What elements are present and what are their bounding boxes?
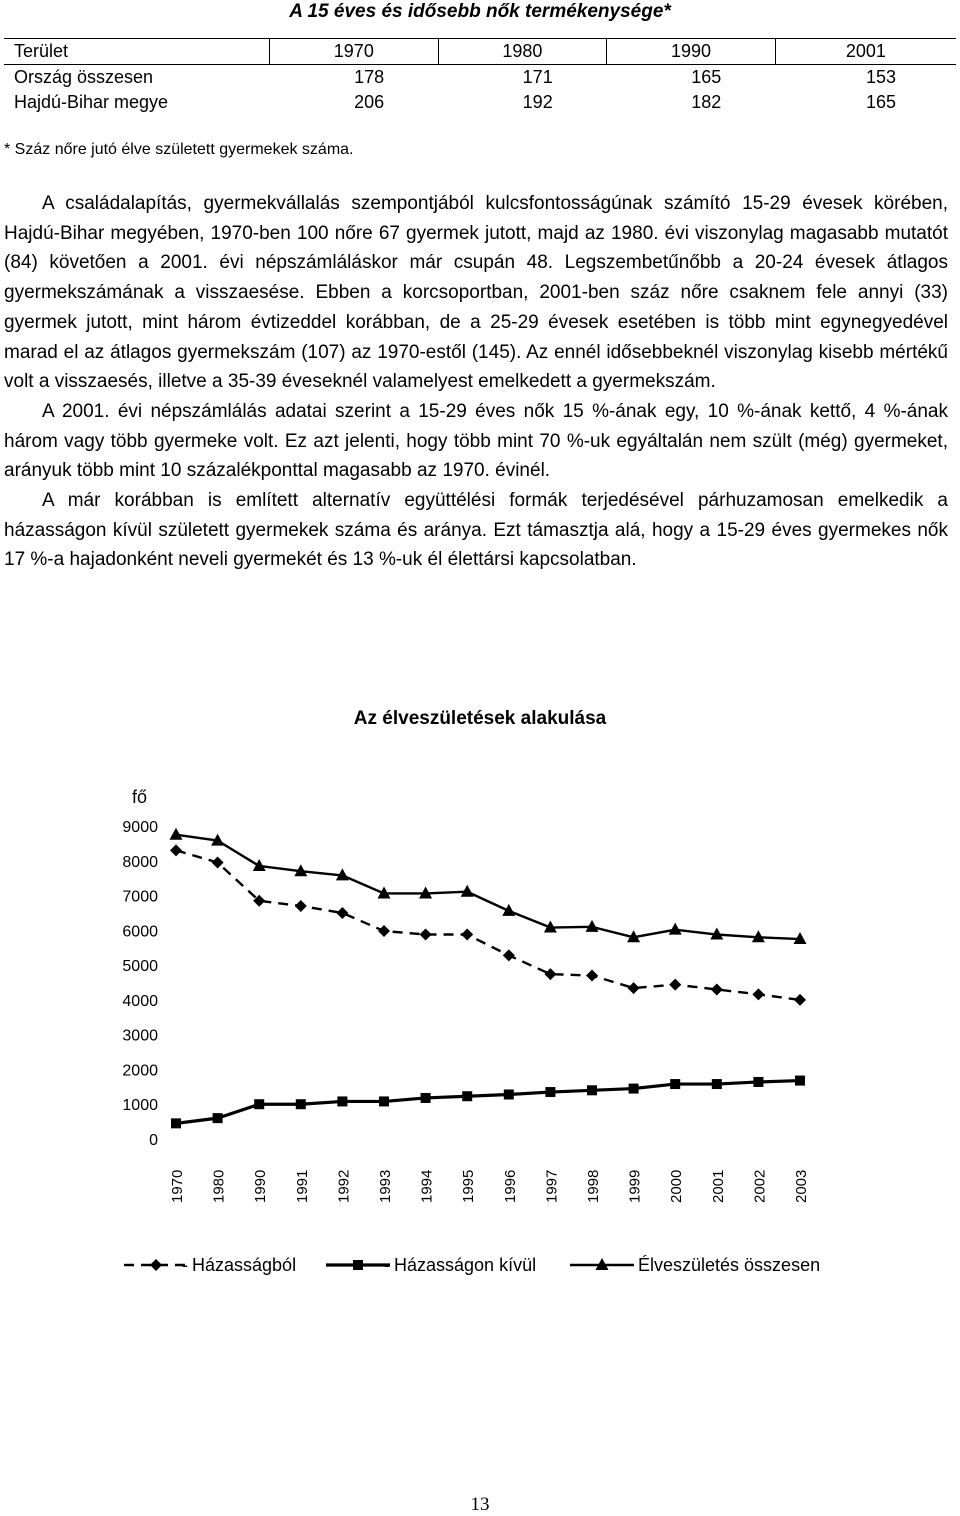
legend-label-1: Házasságból bbox=[192, 1255, 297, 1275]
data-point-2 bbox=[337, 1096, 347, 1106]
data-point-3 bbox=[170, 828, 183, 840]
data-point-1 bbox=[711, 983, 723, 995]
data-point-2 bbox=[462, 1091, 472, 1101]
data-point-2 bbox=[213, 1113, 223, 1123]
y-tick-label: 5000 bbox=[122, 958, 158, 976]
legend-label-3: Élveszületés összesen bbox=[638, 1255, 821, 1275]
y-tick-label: 8000 bbox=[122, 853, 158, 871]
paragraph: A 2001. évi népszámlálás adatai szerint a 15-29 éves nők 15 %-ának egy, 10 %-ának kettő, 4 %-ának három vagy több gyermeke volt. Ez azt jelenti, hogy több mint 70 %-uk egyáltalán nem szült (még) gyermeket, arányuk több mint 10 százalékponttal magasabb az 1970. évinél. bbox=[4, 400, 948, 482]
data-point-2 bbox=[296, 1099, 306, 1109]
y-tick-label: 1000 bbox=[122, 1097, 158, 1115]
data-point-1 bbox=[336, 907, 348, 919]
table-cell: 171 bbox=[522, 67, 553, 87]
table-cell: 182 bbox=[691, 92, 722, 112]
paragraph: A családalapítás, gyermekvállalás szempontjából kulcsfontosságúnak számító 15-29 évesek körében, Hajdú-Bihar megyében, 1970-ben 100 nőre 67 gyermek jutott, majd az 1980. évi viszonylag magasabb mutatót (84) követően a 2001. évi népszámláláskor már csupán 48. Legszembetűnőbb a 20-24 évesek átlagos gyermekszámának a visszaesése. Ebben a korcsoportban, 2001-ben száz nőre csaknem fele annyi (33) gyermek jutott, mint három évtizeddel korábban, de a 25-29 évesek esetében is több mint egynegyedével marad el az átlagos gyermekszám (107) az 1970-estől (145). Az ennél idősebbeknél viszonylag kisebb mértékű volt a visszaesés, illetve a 35-39 éveseknél valamelyest emelkedett a gyermekszám. bbox=[4, 193, 948, 393]
x-tick-label: 1980 bbox=[210, 1169, 228, 1203]
y-tick-label: 0 bbox=[149, 1132, 158, 1149]
y-tick-label: 6000 bbox=[122, 923, 158, 941]
x-tick-label: 1970 bbox=[169, 1169, 186, 1203]
data-point-2 bbox=[712, 1079, 722, 1089]
births-line-chart bbox=[0, 770, 960, 1310]
data-point-1 bbox=[420, 929, 432, 941]
table-footnote: * Száz nőre jutó élve született gyermekek száma. bbox=[4, 141, 354, 158]
table-row bbox=[4, 65, 956, 91]
data-point-1 bbox=[586, 970, 598, 982]
x-tick-label: 2001 bbox=[709, 1169, 727, 1203]
data-point-2 bbox=[795, 1076, 805, 1086]
data-point-2 bbox=[421, 1093, 431, 1103]
data-point-2 bbox=[753, 1077, 763, 1087]
data-point-1 bbox=[378, 925, 390, 937]
x-tick-label: 2003 bbox=[793, 1169, 810, 1203]
series-line-1 bbox=[176, 850, 800, 1000]
y-tick-label: 4000 bbox=[122, 992, 158, 1010]
data-point-2 bbox=[504, 1089, 514, 1099]
series-line-2 bbox=[176, 1081, 800, 1124]
data-point-2 bbox=[254, 1099, 264, 1109]
data-point-2 bbox=[545, 1087, 555, 1097]
x-tick-label: 1998 bbox=[585, 1169, 602, 1203]
legend-marker-2 bbox=[353, 1260, 363, 1270]
x-tick-label: 1992 bbox=[335, 1169, 353, 1203]
x-tick-label: 1999 bbox=[626, 1169, 644, 1203]
table-cell-area: Hajdú-Bihar megye bbox=[14, 92, 169, 112]
page-number: 13 bbox=[470, 1494, 490, 1515]
table-cell: 192 bbox=[522, 92, 553, 112]
body-text bbox=[4, 189, 948, 575]
data-point-1 bbox=[794, 994, 806, 1006]
data-point-2 bbox=[171, 1118, 181, 1128]
data-point-1 bbox=[461, 929, 473, 941]
data-point-1 bbox=[544, 968, 556, 980]
table-cell: 153 bbox=[865, 67, 896, 87]
x-tick-label: 1995 bbox=[460, 1169, 478, 1203]
column-header-1990: 1990 bbox=[607, 39, 776, 65]
y-axis-label: fő bbox=[132, 787, 148, 807]
column-header-1980: 1980 bbox=[438, 39, 607, 65]
table-cell: 178 bbox=[354, 67, 385, 87]
y-tick-label: 9000 bbox=[122, 819, 158, 836]
data-point-1 bbox=[752, 988, 764, 1000]
data-point-1 bbox=[170, 844, 182, 856]
data-point-2 bbox=[379, 1096, 389, 1106]
data-point-1 bbox=[295, 900, 307, 912]
legend-dash: - bbox=[384, 1255, 390, 1275]
chart-title: Az élveszületések alakulása bbox=[353, 708, 607, 729]
table-row bbox=[4, 90, 956, 115]
data-point-3 bbox=[669, 923, 682, 935]
table-cell: 165 bbox=[865, 92, 896, 112]
column-header-2001: 2001 bbox=[775, 39, 956, 65]
x-tick-label: 1993 bbox=[377, 1169, 394, 1203]
table-cell: 165 bbox=[691, 67, 722, 87]
data-point-2 bbox=[670, 1079, 680, 1089]
x-tick-label: 1996 bbox=[501, 1169, 519, 1203]
data-point-1 bbox=[503, 949, 515, 961]
data-point-1 bbox=[212, 857, 224, 869]
legend-dash: - bbox=[182, 1255, 188, 1275]
x-tick-label: 1990 bbox=[252, 1169, 270, 1203]
column-header-area: Terület bbox=[4, 39, 270, 65]
data-point-2 bbox=[629, 1084, 639, 1094]
fertility-table bbox=[4, 38, 956, 115]
data-point-1 bbox=[628, 982, 640, 994]
x-tick-label: 2000 bbox=[668, 1169, 686, 1203]
column-header-1970: 1970 bbox=[270, 39, 439, 65]
table-cell: 206 bbox=[354, 92, 385, 112]
x-tick-label: 1994 bbox=[418, 1169, 436, 1203]
data-point-2 bbox=[587, 1085, 597, 1095]
legend-label-2: Házasságon kívül bbox=[394, 1255, 537, 1275]
table-title: A 15 éves és idősebb nők termékenysége* bbox=[289, 1, 671, 22]
y-tick-label: 7000 bbox=[122, 888, 158, 906]
paragraph: A már korábban is említett alternatív együttélési formák terjedésével párhuzamosan emelkedik a házasságon kívül született gyermekek száma és aránya. Ezt támasztja alá, hogy a 15-29 éves gyermekes nők 17 %-a hajadonként neveli gyermekét és 13 %-uk él élettársi kapcsolatban. bbox=[4, 490, 948, 571]
x-tick-label: 2002 bbox=[751, 1169, 769, 1203]
y-tick-label: 2000 bbox=[122, 1062, 158, 1080]
x-tick-label: 1997 bbox=[543, 1169, 561, 1203]
data-point-1 bbox=[669, 979, 681, 991]
legend-marker-1 bbox=[150, 1259, 162, 1271]
data-point-3 bbox=[253, 859, 266, 871]
series-line-3 bbox=[176, 835, 800, 939]
table-cell-area: Ország összesen bbox=[14, 67, 154, 87]
y-tick-label: 3000 bbox=[122, 1027, 158, 1045]
table-header-row bbox=[4, 39, 956, 65]
x-tick-label: 1991 bbox=[293, 1169, 311, 1203]
